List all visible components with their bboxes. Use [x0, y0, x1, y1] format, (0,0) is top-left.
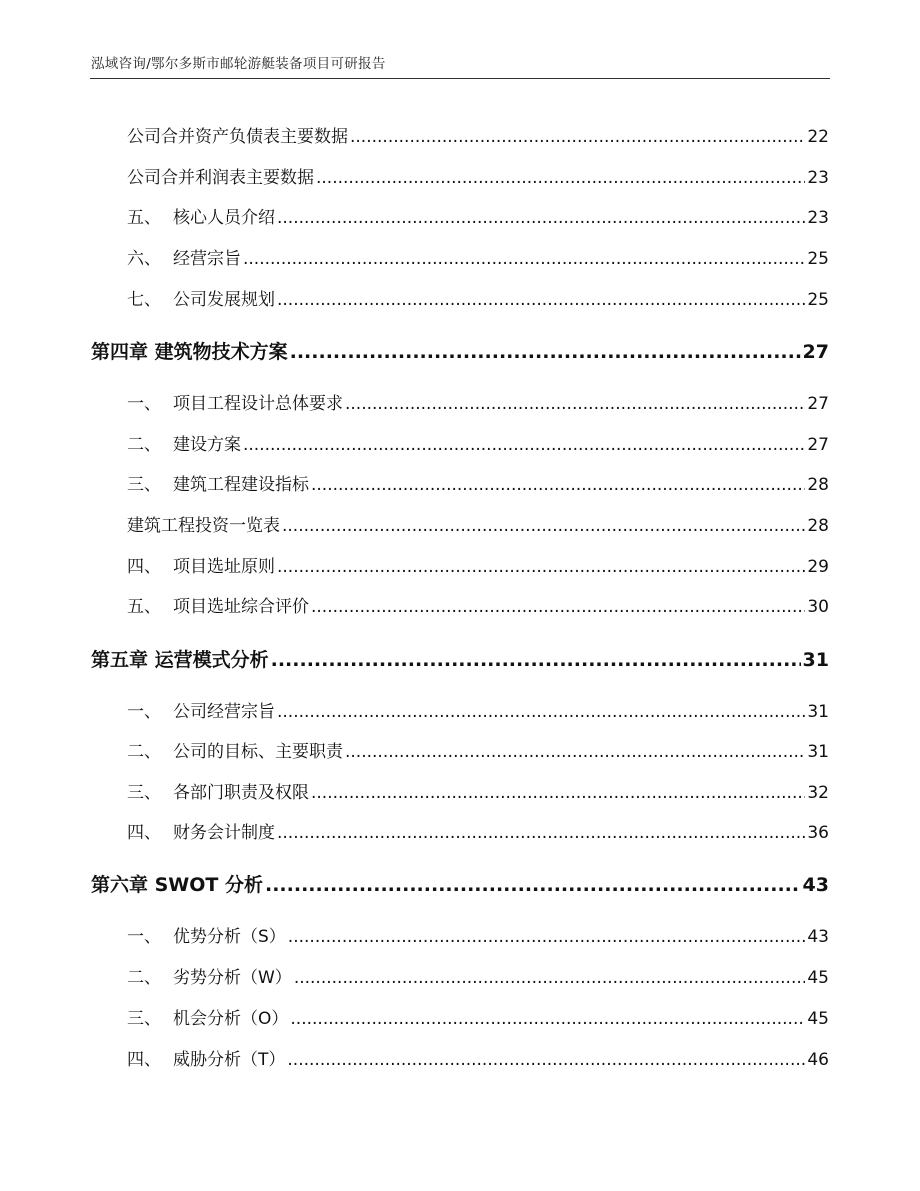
- toc-page-number: 43: [807, 927, 829, 947]
- toc-entry-text: 建筑工程建设指标: [173, 475, 309, 495]
- toc-entry-title: [127, 470, 309, 495]
- toc-dot-leader: [282, 516, 805, 536]
- toc-entry-title: [127, 1004, 288, 1029]
- toc-dot-leader: [288, 927, 806, 947]
- toc-entry-title: [127, 163, 314, 188]
- toc-section-entry[interactable]: [127, 818, 829, 843]
- toc-dot-leader: [277, 557, 805, 577]
- toc-entry-title: [127, 963, 292, 988]
- toc-entry-number: 五、: [127, 597, 161, 617]
- toc-page-number: 46: [807, 1050, 829, 1070]
- toc-page-number: 25: [807, 290, 829, 310]
- toc-section-entry[interactable]: [127, 922, 829, 947]
- toc-entry-title: [127, 430, 241, 455]
- toc-page-number: 31: [807, 742, 829, 762]
- toc-entry-number: 一、: [127, 927, 161, 947]
- toc-page-number: 23: [807, 208, 829, 228]
- toc-entry-title: [127, 389, 343, 414]
- toc-entry-number: 一、: [127, 394, 161, 414]
- toc-section-entry[interactable]: [127, 963, 829, 988]
- toc-entry-number: 二、: [127, 742, 161, 762]
- toc-page-number: 23: [807, 168, 829, 188]
- toc-dot-leader: [277, 702, 805, 722]
- toc-entry-title: [127, 737, 343, 762]
- toc-entry-number: 四、: [127, 557, 161, 577]
- toc-entry-title: [127, 697, 275, 722]
- toc-entry-title: [127, 285, 275, 310]
- toc-dot-leader: [265, 874, 801, 896]
- toc-dot-leader: [311, 597, 805, 617]
- toc-dot-leader: [311, 783, 805, 803]
- toc-entry-number: 七、: [127, 290, 161, 310]
- toc-entry-number: 三、: [127, 475, 161, 495]
- toc-entry-number: 四、: [127, 1050, 161, 1070]
- toc-entry-text: 各部门职责及权限: [173, 783, 309, 803]
- toc-section-entry[interactable]: [127, 163, 829, 188]
- toc-entry-title: [91, 870, 263, 897]
- toc-dot-leader: [345, 742, 805, 762]
- toc-section-entry[interactable]: [127, 552, 829, 577]
- toc-entry-text: 公司合并利润表主要数据: [127, 168, 314, 188]
- toc-entry-text: 建设方案: [173, 435, 241, 455]
- toc-dot-leader: [311, 475, 805, 495]
- toc-dot-leader: [350, 127, 805, 147]
- toc-entry-text: 财务会计制度: [173, 823, 275, 843]
- toc-section-entry[interactable]: [127, 122, 829, 147]
- toc-entry-text: 项目工程设计总体要求: [173, 394, 343, 414]
- toc-dot-leader: [316, 168, 805, 188]
- toc-dot-leader: [277, 823, 805, 843]
- toc-entry-title: [127, 244, 241, 269]
- toc-page-number: 31: [807, 702, 829, 722]
- running-header: 泓域咨询/鄂尔多斯市邮轮游艇装备项目可研报告: [91, 56, 386, 72]
- header-divider: [90, 78, 830, 79]
- toc-entry-text: 劣势分析（W）: [173, 968, 292, 988]
- toc-entry-title: [127, 552, 275, 577]
- toc-page-number: 32: [807, 783, 829, 803]
- toc-entry-title: [127, 1045, 285, 1070]
- toc-entry-title: [127, 592, 309, 617]
- toc-page-number: 22: [807, 127, 829, 147]
- toc-section-entry[interactable]: [127, 1045, 829, 1070]
- toc-entry-number: 二、: [127, 435, 161, 455]
- toc-section-entry[interactable]: [127, 430, 829, 455]
- toc-entry-text: 优势分析（S）: [173, 927, 286, 947]
- toc-entry-number: 五、: [127, 208, 161, 228]
- toc-page-number: 29: [807, 557, 829, 577]
- toc-entry-text: 项目选址原则: [173, 557, 275, 577]
- toc-entry-title: [91, 645, 269, 672]
- toc-dot-leader: [277, 208, 805, 228]
- toc-entry-number: 二、: [127, 968, 161, 988]
- toc-entry-number: 四、: [127, 823, 161, 843]
- toc-page-number: 31: [802, 649, 829, 671]
- toc-entry-text: 威胁分析（T）: [173, 1050, 286, 1070]
- toc-section-entry[interactable]: [127, 778, 829, 803]
- toc-section-entry[interactable]: [127, 203, 829, 228]
- toc-chapter-entry[interactable]: [91, 870, 829, 897]
- toc-page-number: 30: [807, 597, 829, 617]
- toc-section-entry[interactable]: [127, 592, 829, 617]
- toc-page-number: 28: [807, 475, 829, 495]
- toc-page-number: 27: [802, 341, 829, 363]
- toc-section-entry[interactable]: [127, 737, 829, 762]
- toc-section-entry[interactable]: [127, 244, 829, 269]
- toc-entry-title: [91, 337, 288, 364]
- toc-chapter-entry[interactable]: [91, 337, 829, 364]
- toc-dot-leader: [290, 1009, 805, 1029]
- toc-dot-leader: [290, 341, 801, 363]
- toc-entry-number: 一、: [127, 702, 161, 722]
- toc-entry-text: 项目选址综合评价: [173, 597, 309, 617]
- toc-dot-leader: [271, 649, 801, 671]
- toc-entry-text: 核心人员介绍: [173, 208, 275, 228]
- toc-entry-title: [127, 922, 286, 947]
- toc-entry-number: 三、: [127, 1009, 161, 1029]
- toc-entry-text: 公司的目标、主要职责: [173, 742, 343, 762]
- toc-entry-title: [127, 203, 275, 228]
- toc-page-number: 28: [807, 516, 829, 536]
- toc-page-number: 36: [807, 823, 829, 843]
- toc-entry-title: [127, 122, 348, 147]
- toc-dot-leader: [287, 1050, 805, 1070]
- toc-page-number: 45: [807, 968, 829, 988]
- toc-entry-number: 六、: [127, 249, 161, 269]
- toc-section-entry[interactable]: [127, 285, 829, 310]
- toc-entry-title: [127, 778, 309, 803]
- toc-section-entry[interactable]: [127, 389, 829, 414]
- toc-page-number: 25: [807, 249, 829, 269]
- toc-entry-text: 机会分析（O）: [173, 1009, 289, 1029]
- toc-page-number: 43: [802, 874, 829, 896]
- toc-entry-text: 公司发展规划: [173, 290, 275, 310]
- toc-entry-text: 第六章 SWOT 分析: [91, 874, 263, 896]
- toc-entry-text: 公司合并资产负债表主要数据: [127, 127, 348, 147]
- toc-dot-leader: [345, 394, 805, 414]
- toc-section-entry[interactable]: [127, 511, 829, 536]
- toc-entry-text: 公司经营宗旨: [173, 702, 275, 722]
- toc-entry-title: [127, 818, 275, 843]
- toc-entry-text: 第五章 运营模式分析: [91, 649, 269, 671]
- toc-entry-text: 第四章 建筑物技术方案: [91, 341, 288, 363]
- toc-chapter-entry[interactable]: [91, 645, 829, 672]
- toc-dot-leader: [294, 968, 806, 988]
- toc-entry-title: [127, 511, 280, 536]
- toc-page-number: 45: [807, 1009, 829, 1029]
- toc-entry-number: 三、: [127, 783, 161, 803]
- toc-section-entry[interactable]: [127, 470, 829, 495]
- toc-page-number: 27: [807, 435, 829, 455]
- toc-section-entry[interactable]: [127, 697, 829, 722]
- toc-dot-leader: [277, 290, 805, 310]
- toc-dot-leader: [243, 435, 805, 455]
- toc-section-entry[interactable]: [127, 1004, 829, 1029]
- toc-dot-leader: [243, 249, 805, 269]
- toc-entry-text: 经营宗旨: [173, 249, 241, 269]
- toc-entry-text: 建筑工程投资一览表: [127, 516, 280, 536]
- toc-page-number: 27: [807, 394, 829, 414]
